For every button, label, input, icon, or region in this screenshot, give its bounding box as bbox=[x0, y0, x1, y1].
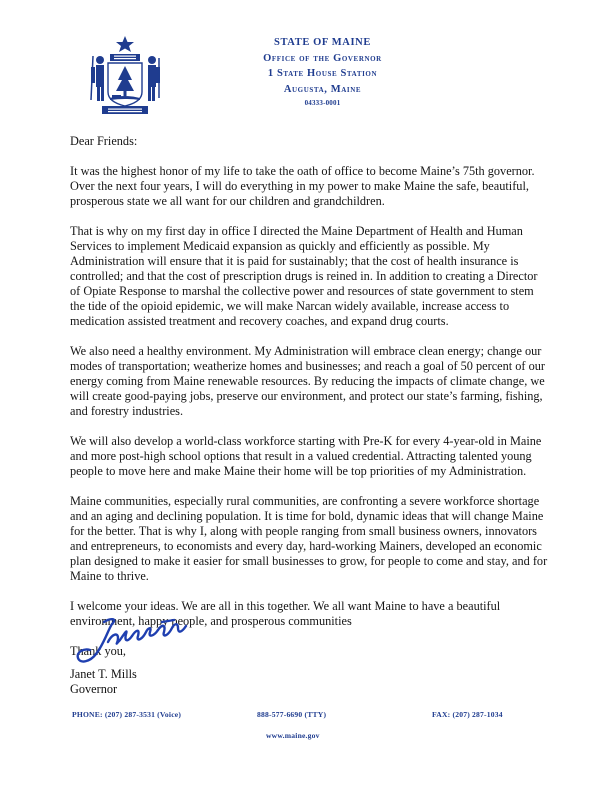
signer-block bbox=[70, 667, 137, 696]
paragraph: That is why on my first day in office I directed the Maine Department of Health and Human Services to implement Medicaid expansion as quickly and efficiently as possible. My Administration will ensure that it is paid for sustainably; that the cost of health insurance is controlled; and that the cost of prescription drugs is reined in. In addition to creating a Director of Opiate Response to marshal the collective power and resources of state government to stem the tide of the opioid epidemic, we will make Narcan widely available, increase access to medication assisted treatment and recovery coaches, and expand drug courts. bbox=[70, 224, 538, 328]
paragraph: It was the highest honor of my life to take the oath of office to become Maine’s 75th governor. Over the next four years, I will do everything in my power to make Maine the safe, beautiful, prosperous state we all want for our children and grandchildren. bbox=[70, 164, 535, 208]
paragraph: Maine communities, especially rural communities, are confronting a severe workforce shortage and an aging and declining population. It is time for bold, dynamic ideas that will change Maine for the better. That is why I, along with people ranging from small business owners, innovators and entrepreneurs, to economists and every day, hard-working Mainers, developed an economic plan designed to make it easier for small businesses to grow, for people to come and stay, and for Maine to thrive. bbox=[70, 494, 548, 583]
paragraph: We also need a healthy environment. My Administration will embrace clean energy; change our modes of transportation; weatherize homes and businesses; and reach a goal of 50 percent of our energy coming from Maine renewable resources. By reducing the impacts of climate change, we will create good-paying jobs, preserve our environment, and protect our state’s farming, fishing, and forestry industries. bbox=[70, 344, 545, 418]
salutation: Dear Friends: bbox=[70, 134, 138, 148]
letterhead-office: Office of the Governor bbox=[263, 52, 382, 64]
letter-body bbox=[70, 134, 550, 659]
signer-title: Governor bbox=[70, 681, 118, 696]
letterhead-state: STATE OF MAINE bbox=[274, 37, 371, 48]
letterhead-city: Augusta, Maine bbox=[283, 83, 362, 95]
paragraph: I welcome your ideas. We are all in this together. We all want Maine to have a beautiful environment, happy people, and prosperous communities bbox=[70, 599, 501, 628]
signer-name: Janet T. Mills bbox=[70, 667, 137, 681]
letterhead-zip: 04333-0001 bbox=[304, 99, 341, 107]
footer-phone: PHONE: (207) 287-3531 (Voice) bbox=[72, 710, 182, 719]
footer-fax: FAX: (207) 287-1034 bbox=[432, 710, 503, 719]
signature-image bbox=[74, 612, 190, 672]
closing: Thank you, bbox=[70, 644, 127, 658]
letterhead-address: 1 State House Station bbox=[267, 68, 378, 79]
paragraph: We will also develop a world-class workforce starting with Pre-K for every 4-year-old in Maine and more post-high school options that result in a valued credential. Attracting talented young people to move here and make Maine their home will be top priorities of my Administration. bbox=[70, 434, 542, 478]
letterhead bbox=[240, 35, 405, 110]
footer-website-link[interactable]: www.maine.gov bbox=[266, 731, 320, 740]
state-of-maine-seal-icon bbox=[88, 36, 162, 118]
footer-tty: 888-577-6690 (TTY) bbox=[257, 710, 327, 719]
